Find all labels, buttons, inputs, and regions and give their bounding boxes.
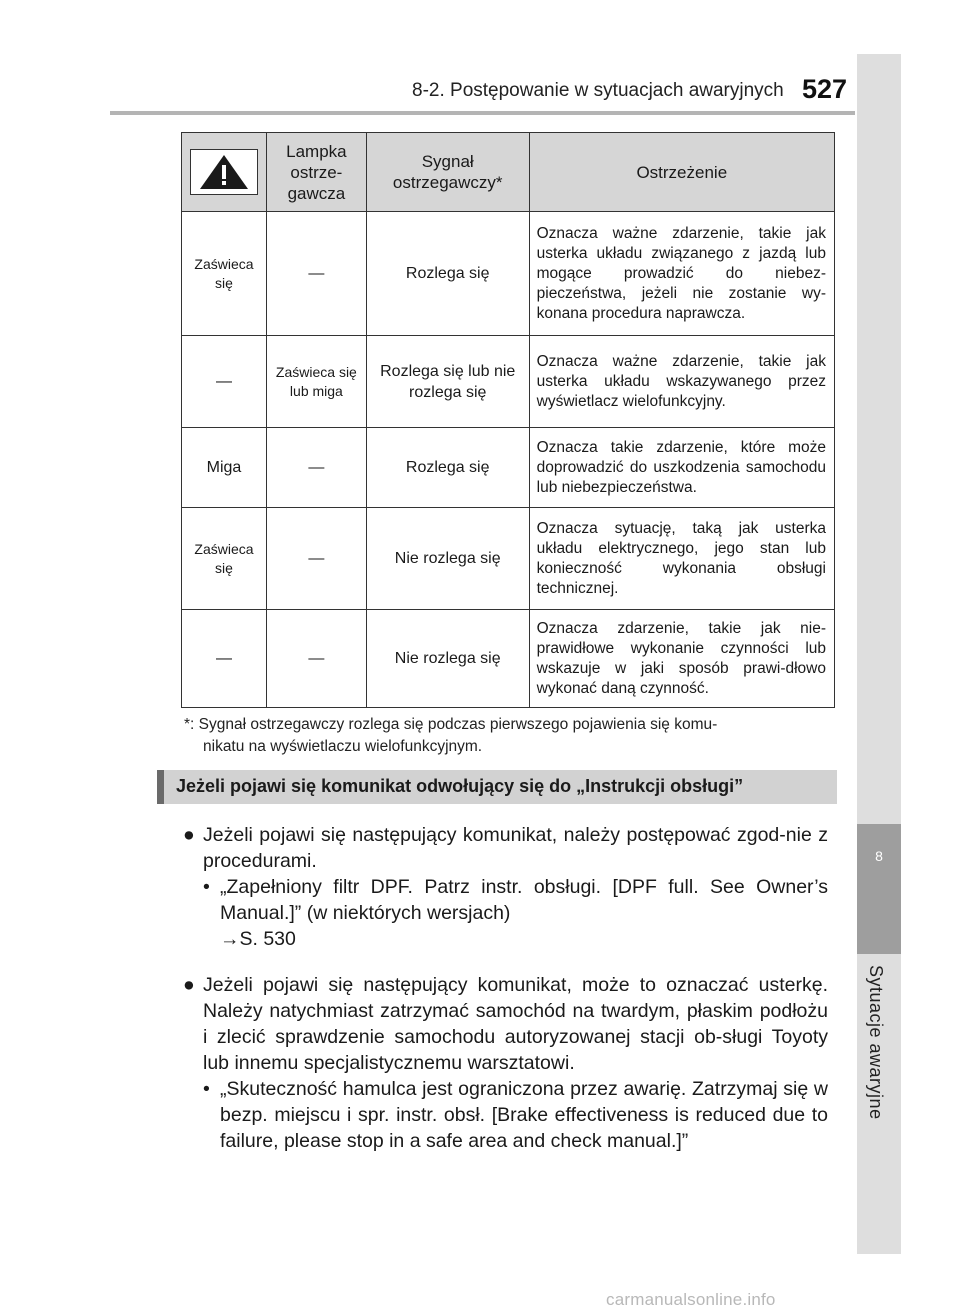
table-cell: Zaświeca się lub miga [266,336,366,428]
table-row [182,610,835,708]
warning-triangle-icon [191,150,257,194]
bullet-block-2 [183,972,828,1154]
chapter-number: 8 [875,848,883,864]
sub-bullet-icon: • [203,876,210,898]
section-heading-bar [157,770,837,804]
header-lamp: Lampka ostrze-gawcza [266,133,366,212]
table-cell: — [266,428,366,508]
message-text: „Skuteczność hamulca jest ograniczona przez awarię. Zatrzymaj się w bezp. miejscu i spr. instr. obsł. [Brake effectiveness is reduced due to failure, please stop in a safe area and check manual.]” [220,1078,828,1152]
header-warning: Ostrzeżenie [529,133,834,212]
warning-table [181,132,835,708]
table-cell-description: Oznacza zdarzenie, takie jak nie-prawidłowe wykonanie czynności lub wskazuje w jaki sposób prawi-dłowo wykonać daną czynność. [529,610,834,708]
bullet-icon: ● [183,824,195,846]
table-row [182,428,835,508]
section-heading: Jeżeli pojawi się komunikat odwołujący się do „Instrukcji obsługi” [176,776,744,796]
header-signal: Sygnał ostrzegawczy* [366,133,529,212]
list-item [183,972,828,1076]
header-divider [110,111,855,115]
table-cell: — [266,610,366,708]
table-cell: — [182,336,267,428]
table-cell: Nie rozlega się [366,610,529,708]
table-cell-description: Oznacza ważne zdarzenie, takie jak usterka układu związanego z jazdą lub mogące prowadzić do niebez-pieczeństwa, jeżeli nie zostanie wy-konana procedura naprawcza. [529,212,834,336]
warning-icon-cell [182,133,267,212]
table-cell-description: Oznacza sytuację, taką jak usterka układu elektrycznego, jego stan lub konieczność wykonania obsługi technicznej. [529,508,834,610]
message-text: „Zapełniony filtr DPF. Patrz instr. obsługi. [DPF full. See Owner’s Manual.]” (w niektórych wersjach) [220,876,828,924]
bullet-text: Jeżeli pojawi się następujący komunikat, może to oznaczać usterkę. Należy natychmiast zatrzymać samochód na twardym, płaskim podłożu i zlecić sprawdzenie samochodu autoryzowanej stacji ob-sługi Toyoty lub innemu specjalistycznemu warsztatowi. [203,974,828,1074]
footnote-marker: *: [184,716,195,733]
sub-list-item [183,874,828,926]
footnote-line: nikatu na wyświetlaczu wielofunkcyjnym. [203,738,483,755]
table-cell: Nie rozlega się [366,508,529,610]
table-row [182,212,835,336]
table-row [182,508,835,610]
table-cell-description: Oznacza takie zdarzenie, które może doprowadzić do uszkodzenia samochodu lub niebezpieczeństwa. [529,428,834,508]
table-cell: — [182,610,267,708]
table-cell: Rozlega się [366,212,529,336]
footnote-line: Sygnał ostrzegawczy rozlega się podczas pierwszego pojawienia się komu- [198,716,718,733]
footnote [184,714,834,758]
chapter-marker [857,824,901,954]
list-item [183,822,828,874]
bullet-text: Jeżeli pojawi się następujący komunikat, należy postępować zgod-nie z procedurami. [203,824,828,872]
table-row [182,336,835,428]
watermark: carmanualsonline.info [606,1290,776,1309]
table-cell: Rozlega się [366,428,529,508]
table-cell: Zaświeca się [182,212,267,336]
page-reference: →S. 530 [220,928,296,950]
chapter-title: Sytuacje awaryjne [866,965,886,1120]
table-cell: — [266,508,366,610]
bullet-icon: ● [183,974,195,996]
table-cell: Miga [182,428,267,508]
table-cell-description: Oznacza ważne zdarzenie, takie jak usterka układu wskazywanego przez wyświetlacz wielofunkcyjny. [529,336,834,428]
sub-bullet-icon: • [203,1078,210,1100]
table-cell: Rozlega się lub nie rozlega się [366,336,529,428]
sub-list-item [183,1076,828,1154]
bullet-block-1 [183,822,828,952]
page-number: 527 [802,74,848,104]
table-cell: Zaświeca się [182,508,267,610]
table-header-row [182,133,835,212]
section-title: 8-2. Postępowanie w sytuacjach awaryjnych [412,80,784,101]
table-cell: — [266,212,366,336]
